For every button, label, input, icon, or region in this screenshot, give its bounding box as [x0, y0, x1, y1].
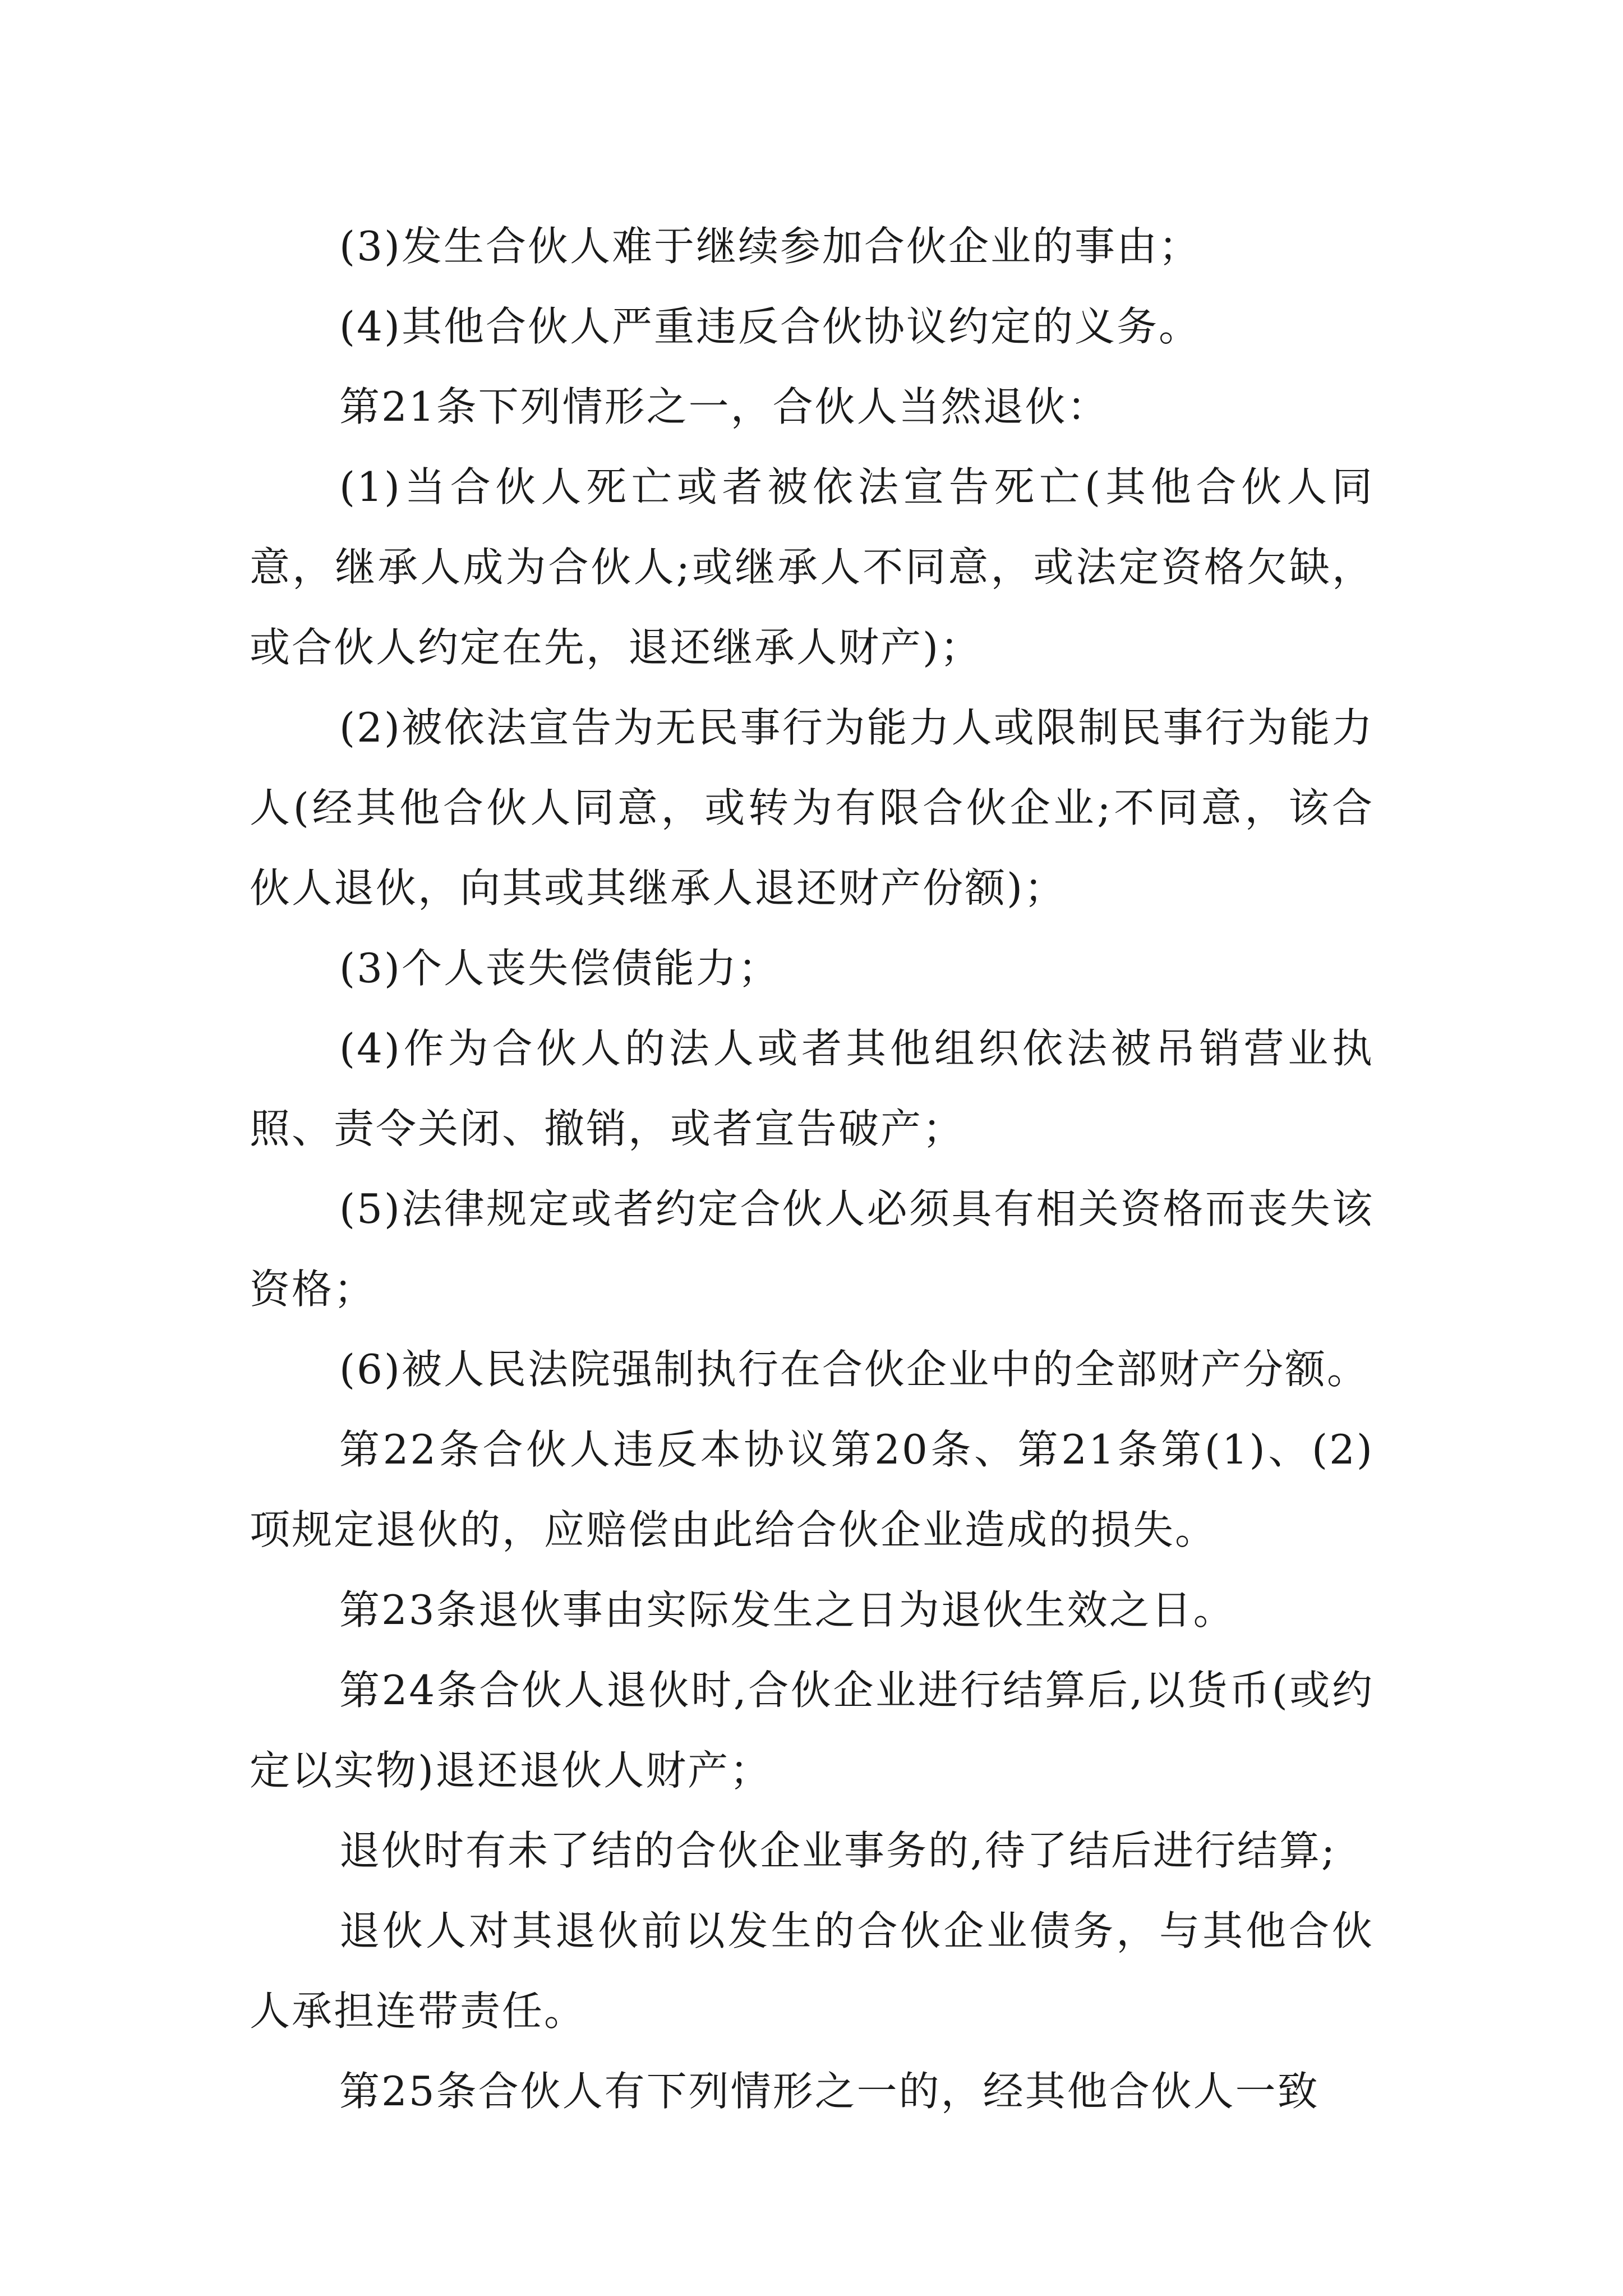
article-21-item-2: (2)被依法宣告为无民事行为能力人或限制民事行为能力人(经其他合伙人同意，或转为有限合伙企业;不同意，该合伙人退伙，向其或其继承人退还财产份额)；: [250, 704, 1374, 912]
article-21-item-4: (4)作为合伙人的法人或者其他组织依法被吊销营业执照、责令关闭、撤销，或者宣告破产；: [250, 1025, 1374, 1152]
article-21-heading: 第21条下列情形之一，合伙人当然退伙：: [339, 383, 1109, 430]
article-24: 第24条合伙人退伙时,合伙企业进行结算后,以货币(或约定以实物)退还退伙人财产；: [250, 1667, 1374, 1794]
article-21-item-6: (6)被人民法院强制执行在合伙企业中的全部财产分额。: [339, 1346, 1369, 1393]
article-22: 第22条合伙人违反本协议第20条、第21条第(1)、(2)项规定退伙的，应赔偿由此给合伙企业造成的损失。: [250, 1426, 1374, 1553]
article-25: 第25条合伙人有下列情形之一的，经其他合伙人一致: [339, 2068, 1320, 2115]
article-24-settlement: 退伙时有未了结的合伙企业事务的,待了结后进行结算;: [339, 1827, 1337, 1874]
clause-item-4-breach: (4)其他合伙人严重违反合伙协议约定的义务。: [339, 303, 1201, 350]
clause-item-3-reason: (3)发生合伙人难于继续参加合伙企业的事由；: [339, 223, 1201, 270]
document-body: [250, 206, 1374, 2132]
article-21-item-1: (1)当合伙人死亡或者被依法宣告死亡(其他合伙人同意，继承人成为合伙人;或继承人不同意，或法定资格欠缺，或合伙人约定在先，退还继承人财产)；: [250, 463, 1374, 671]
article-21-item-5: (5)法律规定或者约定合伙人必须具有相关资格而丧失该资格；: [250, 1185, 1374, 1313]
article-21-item-3: (3)个人丧失偿债能力；: [339, 945, 780, 992]
article-24-liability: 退伙人对其退伙前以发生的合伙企业债务，与其他合伙人承担连带责任。: [250, 1907, 1374, 2035]
article-23: 第23条退伙事由实际发生之日为退伙生效之日。: [339, 1586, 1235, 1634]
